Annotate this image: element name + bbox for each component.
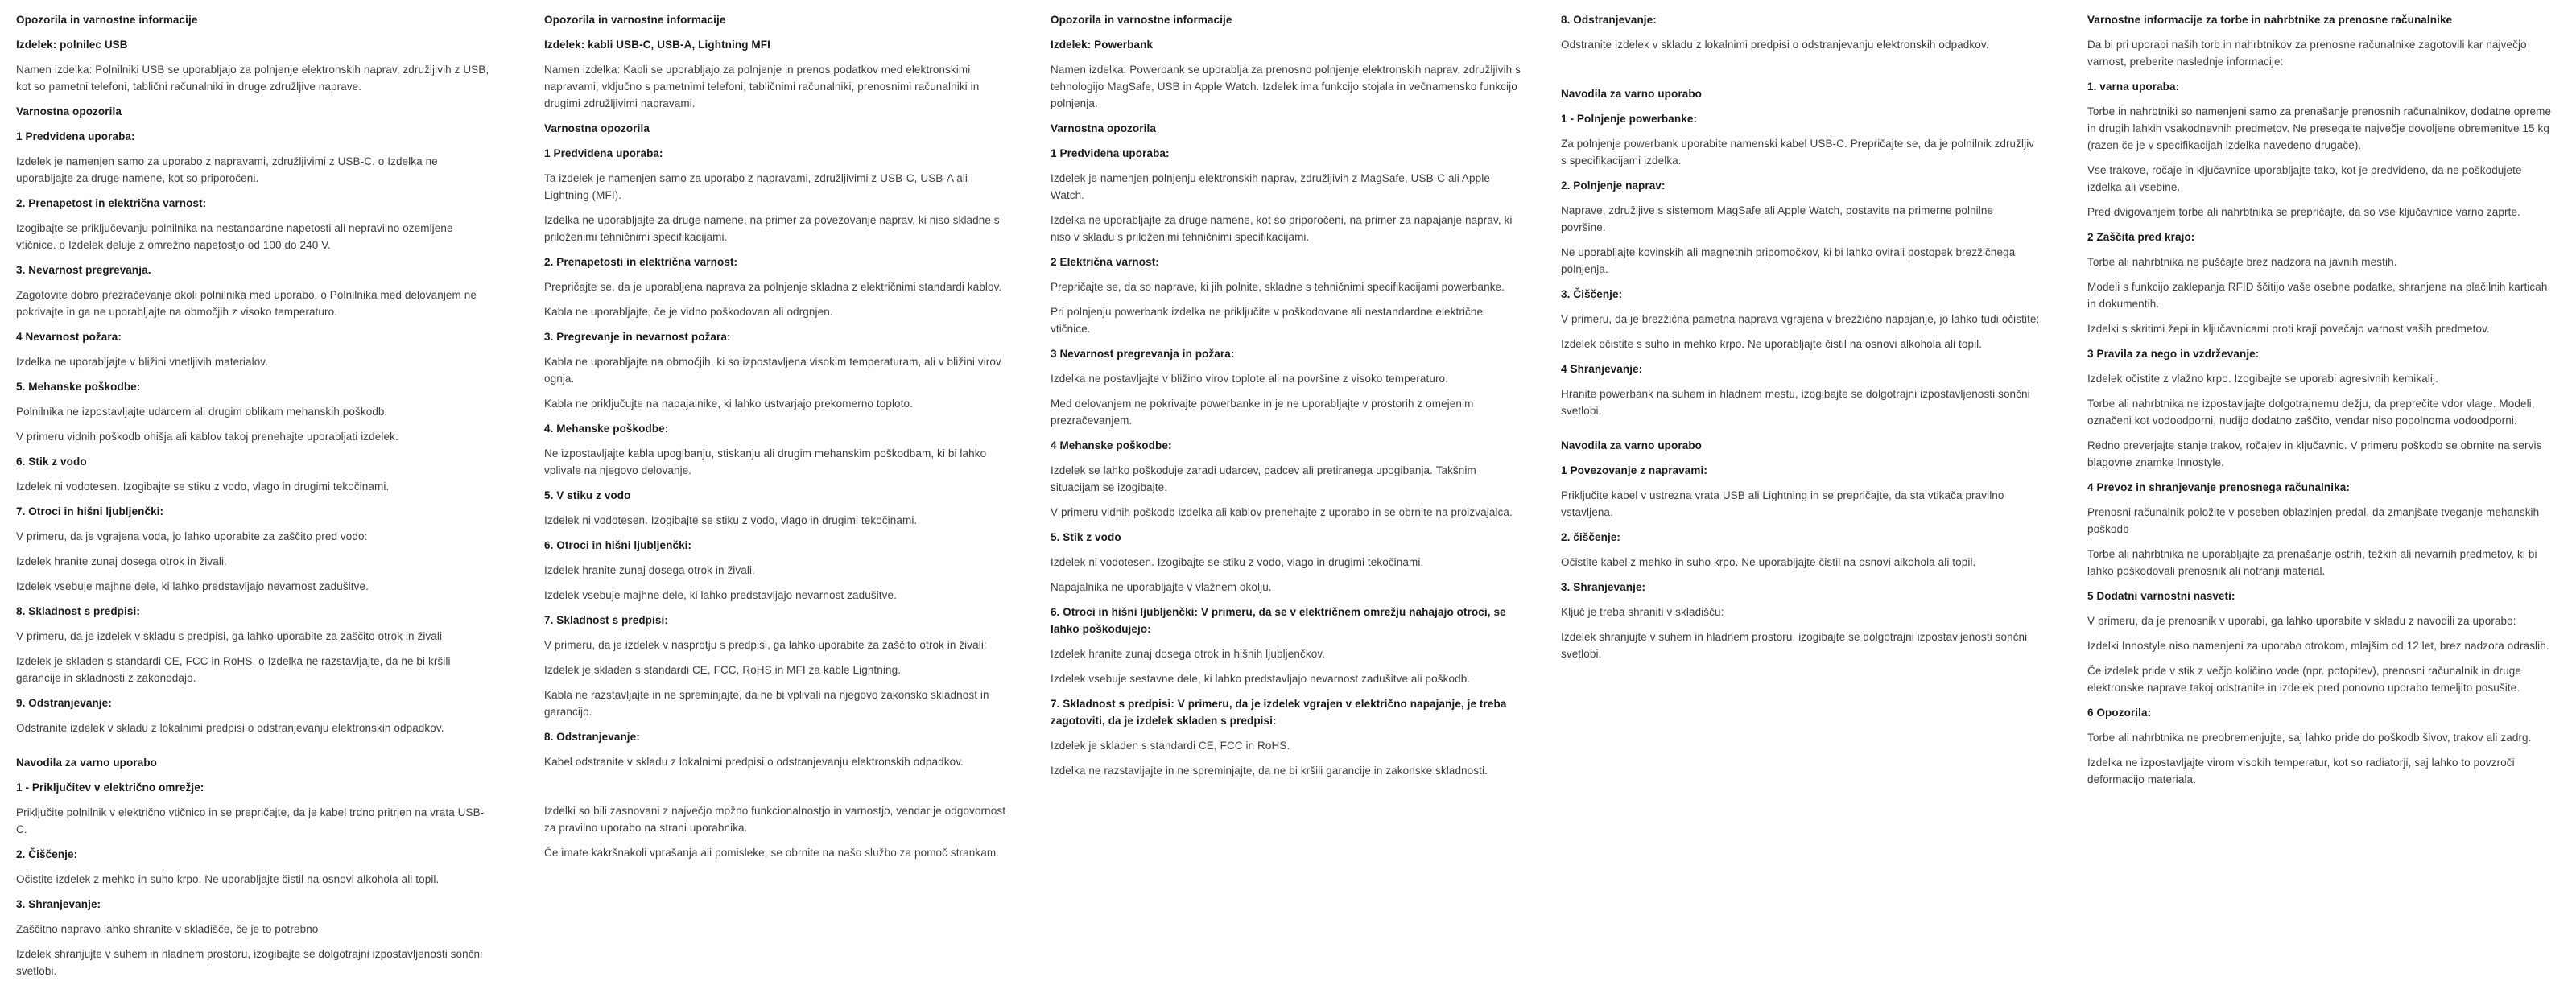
paragraph: Napajalnika ne uporabljajte v vlažnem okolju. <box>1051 581 1272 593</box>
paragraph: Ne izpostavljajte kabla upogibanju, stiskanju ali drugim mehanskim poškodbam, ki bi lahko vplivale na njegovo delovanje. <box>544 447 987 476</box>
spacer <box>1561 61 2040 77</box>
section-heading: Varnostna opozorila <box>16 105 122 118</box>
paragraph: Kabla ne uporabljajte na območjih, ki so izpostavljena visokim temperaturam, ali v bližini virov ognja. <box>544 356 1001 385</box>
paragraph: Izdelek je skladen s standardi CE, FCC in RoHS. o Izdelka ne razstavljajte, da ne bi kršili garancije in skladnosti z zakonodajo. <box>16 655 451 684</box>
spacer <box>1561 427 2040 429</box>
paragraph: Torbe ali nahrbtnika ne uporabljajte za prenašanje ostrih, težkih ali nevarnih predmetov, ki bi lahko poškodovali prenosnik ali notranji material. <box>2087 548 2537 577</box>
paragraph: Polnilnika ne izpostavljajte udarcem ali drugim oblikam mehanskih poškodb. <box>16 406 388 418</box>
paragraph: V primeru vidnih poškodb ohišja ali kablov takoj prenehajte uporabljati izdelek. <box>16 431 398 443</box>
section-heading: 2. čiščenje: <box>1561 531 1620 543</box>
section-heading: Varnostna opozorila <box>1051 122 1156 134</box>
paragraph: Odstranite izdelek v skladu z lokalnimi predpisi o odstranjevanju elektronskih odpadkov. <box>1561 39 1989 51</box>
paragraph: Hranite powerbank na suhem in hladnem mestu, izogibajte se dolgotrajni izpostavljenosti sončni svetlobi. <box>1561 388 2030 417</box>
paragraph: Izdelki s skritimi žepi in ključavnicami proti kraji povečajo varnost vaših predmetov. <box>2087 323 2490 335</box>
section-heading: 1 Predvidena uporaba: <box>16 130 135 142</box>
paragraph: Prepričajte se, da so naprave, ki jih polnite, skladne s tehničnimi specifikacijami powerbanke. <box>1051 281 1505 293</box>
section-heading: 7. Otroci in hišni ljubljenčki: <box>16 505 164 517</box>
paragraph: Torbe in nahrbtniki so namenjeni samo za prenašanje prenosnih računalnikov, dodatne opreme in drugih lahkih vsakodnevnih predmetov. Ne presegajte največje dovoljene obremenitve 15 kg (razen če je v specifikacijah izdelka navedeno drugače). <box>2087 105 2552 151</box>
paragraph: Izdelka ne uporabljajte za druge namene, na primer za povezovanje naprav, ki niso skladne s priloženimi tehničnimi specifikacijami. <box>544 214 1000 243</box>
paragraph: Torbe ali nahrbtnika ne izpostavljajte dolgotrajnemu dežju, da preprečite vdor vlage. Modeli, označeni kot vodoodporni, nudijo dodatno zaščito, vendar niso popolnoma vodoodporni. <box>2087 398 2535 427</box>
paragraph: Kabla ne priključujte na napajalnike, ki lahko ustvarjajo prekomerno toploto. <box>544 398 913 410</box>
paragraph: Izdelek shranjujte v suhem in hladnem prostoru, izogibajte se dolgotrajni izpostavljenosti sončni svetlobi. <box>16 948 483 977</box>
paragraph: Izdelek ni vodotesen. Izogibajte se stiku z vodo, vlago in drugimi tekočinami. <box>16 480 390 493</box>
section-heading: Navodila za varno uporabo <box>1561 88 1703 100</box>
section-heading: 6 Opozorila: <box>2087 707 2152 719</box>
paragraph: Priključite kabel v ustrezna vrata USB ali Lightning in se prepričajte, da sta vtikača pravilno vstavljena. <box>1561 489 2004 518</box>
section-heading: 4 Nevarnost požara: <box>16 331 122 343</box>
section-heading: 1. varna uporaba: <box>2087 80 2180 93</box>
paragraph: Priključite polnilnik v električno vtičnico in se prepričajte, da je kabel trdno pritrjen na vrata USB-C. <box>16 806 485 835</box>
section-heading: 3. Pregrevanje in nevarnost požara: <box>544 331 731 343</box>
paragraph: Prepričajte se, da je uporabljena naprava za polnjenje skladna z električnimi standardi kablov. <box>544 281 1002 293</box>
section-heading: 5. V stiku z vodo <box>544 489 631 501</box>
section-heading: Izdelek: kabli USB-C, USB-A, Lightning MFI <box>544 39 770 51</box>
column-4 <box>1546 0 2061 1006</box>
paragraph: Ključ je treba shraniti v skladišču: <box>1561 606 1724 618</box>
section-heading: 8. Skladnost s predpisi: <box>16 605 140 617</box>
paragraph: Kabel odstranite v skladu z lokalnimi predpisi o odstranjevanju elektronskih odpadkov. <box>544 756 964 768</box>
paragraph: Pred dvigovanjem torbe ali nahrbtnika se prepričajte, da so vse ključavnice varno zaprte. <box>2087 206 2520 218</box>
paragraph: V primeru, da je prenosnik v uporabi, ga lahko uporabite v skladu z navodili za uporabo: <box>2087 615 2516 627</box>
section-heading: 5. Stik z vodo <box>1051 531 1121 543</box>
paragraph: V primeru vidnih poškodb izdelka ali kablov prenehajte z uporabo in se obrnite na proizvajalca. <box>1051 506 1513 518</box>
paragraph: Izdelka ne razstavljajte in ne spreminjajte, da ne bi kršili garancije in zakonske skladnosti. <box>1051 765 1488 777</box>
section-heading: 2. Čiščenje: <box>16 848 78 860</box>
paragraph: Namen izdelka: Polnilniki USB se uporabljajo za polnjenje elektronskih naprav, združljivih z USB, kot so pametni telefoni, tablični računalniki in druge združljive naprave. <box>16 64 489 93</box>
paragraph: Zagotovite dobro prezračevanje okoli polnilnika med uporabo. o Polnilnika med delovanjem ne pokrivajte in ga ne uporabljajte na območjih z visoko temperaturo. <box>16 289 477 318</box>
section-heading: Opozorila in varnostne informacije <box>1051 14 1232 26</box>
paragraph: Torbe ali nahrbtnika ne puščajte brez nadzora na javnih mestih. <box>2087 256 2397 268</box>
paragraph: Redno preverjajte stanje trakov, ročajev in ključavnic. V primeru poškodb se obrnite na servis blagovne znamke Innostyle. <box>2087 439 2542 468</box>
paragraph: Izdelek vsebuje sestavne dele, ki lahko predstavljajo nevarnost zadušitve ali poškodb. <box>1051 673 1471 685</box>
paragraph: Vse trakove, ročaje in ključavnice uporabljajte tako, kot je predvideno, da ne poškodujete izdelka ali vsebine. <box>2087 164 2522 193</box>
paragraph: Izdelek je skladen s standardi CE, FCC in RoHS. <box>1051 740 1290 752</box>
section-heading: 2. Polnjenje naprav: <box>1561 179 1666 192</box>
section-heading: Opozorila in varnostne informacije <box>16 14 198 26</box>
paragraph: Namen izdelka: Kabli se uporabljajo za polnjenje in prenos podatkov med elektronskimi napravami, vključno s pametnimi telefoni, tabličnimi računalniki, prenosnimi računalniki in drugimi združljivimi napravami. <box>544 64 980 109</box>
paragraph: Izdelek vsebuje majhne dele, ki lahko predstavljajo nevarnost zadušitve. <box>16 580 369 592</box>
paragraph: Izdelek očistite z vlažno krpo. Izogibajte se uporabi agresivnih kemikalij. <box>2087 373 2438 385</box>
paragraph: Zaščitno napravo lahko shranite v skladišče, če je to potrebno <box>16 923 319 935</box>
section-heading: 4 Mehanske poškodbe: <box>1051 439 1172 451</box>
paragraph: Izdelek je namenjen polnjenju elektronskih naprav, združljivih z MagSafe, USB-C ali Apple Watch. <box>1051 172 1490 201</box>
paragraph: Če izdelek pride v stik z večjo količino vode (npr. potopitev), prenosni računalnik in druge elektronske naprave takoj odstranite in izdelek pred ponovno uporabo temeljito posušite. <box>2087 665 2521 694</box>
paragraph: Odstranite izdelek v skladu z lokalnimi predpisi o odstranjevanju elektronskih odpadkov. <box>16 722 444 734</box>
section-heading: 4. Mehanske poškodbe: <box>544 423 669 435</box>
section-heading: 4 Shranjevanje: <box>1561 363 1643 375</box>
section-heading: 5. Mehanske poškodbe: <box>16 381 141 393</box>
paragraph: Za polnjenje powerbank uporabite namenski kabel USB-C. Prepričajte se, da je polnilnik združljiv s specifikacijami izdelka. <box>1561 138 2035 167</box>
section-heading: Opozorila in varnostne informacije <box>544 14 726 26</box>
paragraph: Izdelka ne izpostavljajte virom visokih temperatur, kot so radiatorji, saj lahko to povzroči deformacijo materiala. <box>2087 757 2515 785</box>
paragraph: Izdelek ni vodotesen. Izogibajte se stiku z vodo, vlago in drugimi tekočinami. <box>544 514 918 526</box>
paragraph: Ne uporabljajte kovinskih ali magnetnih pripomočkov, ki bi lahko ovirali postopek brezžičnega polnjenja. <box>1561 246 2016 275</box>
paragraph: Očistite kabel z mehko in suho krpo. Ne uporabljajte čistil na osnovi alkohola ali topil. <box>1561 556 1976 568</box>
paragraph: Prenosni računalnik položite v poseben oblazinjen predal, da zmanjšate tveganje mehanskih poškodb <box>2087 506 2540 535</box>
section-heading: 5 Dodatni varnostni nasveti: <box>2087 590 2235 602</box>
section-heading: 1 - Polnjenje powerbanke: <box>1561 113 1698 125</box>
paragraph: Ta izdelek je namenjen samo za uporabo z napravami, združljivimi z USB-C, USB-A ali Lightning (MFI). <box>544 172 968 201</box>
section-heading: Izdelek: Powerbank <box>1051 39 1154 51</box>
section-heading: Varnostna opozorila <box>544 122 650 134</box>
section-heading: 3. Čiščenje: <box>1561 288 1623 300</box>
paragraph: Izdelek hranite zunaj dosega otrok in živali. <box>544 564 755 576</box>
paragraph: Izdelek vsebuje majhne dele, ki lahko predstavljajo nevarnost zadušitve. <box>544 589 897 601</box>
column-2 <box>515 0 1030 1006</box>
section-heading: 7. Skladnost s predpisi: <box>544 614 668 626</box>
paragraph: Izdelek shranjujte v suhem in hladnem prostoru, izogibajte se dolgotrajni izpostavljenosti sončni svetlobi. <box>1561 631 2028 660</box>
paragraph: V primeru, da je brezžična pametna naprava vgrajena v brezžično napajanje, jo lahko tudi očistite: <box>1561 313 2040 325</box>
paragraph: Izdelka ne uporabljajte v bližini vnetljivih materialov. <box>16 356 269 368</box>
paragraph: Izdelek hranite zunaj dosega otrok in živali. <box>16 555 227 567</box>
paragraph: Torbe ali nahrbtnika ne preobremenjujte, saj lahko pride do poškodb šivov, trakov ali zadrg. <box>2087 732 2532 744</box>
section-heading: 3 Nevarnost pregrevanja in požara: <box>1051 348 1235 360</box>
paragraph: Med delovanjem ne pokrivajte powerbanke in je ne uporabljajte v prostorih z omejenim prezračevanjem. <box>1051 398 1474 427</box>
section-heading: 1 Predvidena uporaba: <box>1051 147 1170 159</box>
paragraph: Izdelek se lahko poškoduje zaradi udarcev, padcev ali pretiranega upogibanja. Takšnim situacijam se izogibajte. <box>1051 464 1476 493</box>
paragraph: Izdelek je skladen s standardi CE, FCC, RoHS in MFI za kable Lightning. <box>544 664 902 676</box>
paragraph: V primeru, da je izdelek v nasprotju s predpisi, ga lahko uporabite za zaščito otrok in živali: <box>544 639 987 651</box>
paragraph: Če imate kakršnakoli vprašanja ali pomisleke, se obrnite na našo službo za pomoč strankam. <box>544 847 1000 859</box>
spacer <box>544 778 1009 794</box>
paragraph: Kabla ne uporabljajte, če je vidno poškodovan ali odrgnjen. <box>544 306 833 318</box>
paragraph: Izdelki Innostyle niso namenjeni za uporabo otrokom, mlajšim od 12 let, brez nadzora odraslih. <box>2087 640 2549 652</box>
section-heading: 7. Skladnost s predpisi: V primeru, da je izdelek vgrajen v električno napajanje, je treba zagotoviti, da je izdelek skladen s predpisi: <box>1051 698 1507 727</box>
section-heading: 2. Prenapetosti in električna varnost: <box>544 256 738 268</box>
paragraph: Naprave, združljive s sistemom MagSafe ali Apple Watch, postavite na primerne polnilne površine. <box>1561 204 1994 233</box>
paragraph: Izdelki so bili zasnovani z največjo možno funkcionalnostjo in varnostjo, vendar je odgovornost za pravilno uporabo na strani uporabnika. <box>544 805 1006 834</box>
paragraph: Izdelek hranite zunaj dosega otrok in hišnih ljubljenčkov. <box>1051 648 1325 660</box>
paragraph: Modeli s funkcijo zaklepanja RFID ščitijo vaše osebne podatke, shranjene na plačilnih karticah in dokumentih. <box>2087 281 2548 310</box>
section-heading: 3. Shranjevanje: <box>16 898 101 910</box>
paragraph: Izdelka ne postavljajte v bližino virov toplote ali na površine z visoko temperaturo. <box>1051 373 1448 385</box>
paragraph: V primeru, da je izdelek v skladu s predpisi, ga lahko uporabite za zaščito otrok in živali <box>16 630 443 642</box>
paragraph: Izdelek očistite s suho in mehko krpo. Ne uporabljajte čistil na osnovi alkohola ali topil. <box>1561 338 1983 350</box>
section-heading: 3 Pravila za nego in vzdrževanje: <box>2087 348 2260 360</box>
section-heading: 6. Stik z vodo <box>16 456 87 468</box>
paragraph: Očistite izdelek z mehko in suho krpo. Ne uporabljajte čistil na osnovi alkohola ali topil. <box>16 873 440 885</box>
section-heading: 9. Odstranjevanje: <box>16 697 112 709</box>
section-heading: 2. Prenapetost in električna varnost: <box>16 197 207 209</box>
paragraph: Da bi pri uporabi naših torb in nahrbtnikov za prenosne računalnike zagotovili kar največjo varnost, preberite naslednje informacije: <box>2087 39 2527 68</box>
paragraph: Kabla ne razstavljajte in ne spreminjajte, da ne bi vplivali na njegovo zakonsko skladnost in garancijo. <box>544 689 989 718</box>
section-heading: 2 Zaščita pred krajo: <box>2087 231 2195 243</box>
paragraph: Izdelek je namenjen samo za uporabo z napravami, združljivimi z USB-C. o Izdelka ne uporabljajte za druge namene, kot so priporočeni. <box>16 155 438 184</box>
section-heading: 1 Povezovanje z napravami: <box>1561 464 1707 476</box>
section-heading: 1 Predvidena uporaba: <box>544 147 663 159</box>
section-heading: Navodila za varno uporabo <box>1561 439 1703 451</box>
section-heading: 1 - Priključitev v električno omrežje: <box>16 781 204 794</box>
paragraph: Izdelek ni vodotesen. Izogibajte se stiku z vodo, vlago in drugimi tekočinami. <box>1051 556 1424 568</box>
section-heading: Varnostne informacije za torbe in nahrbtnike za prenosne računalnike <box>2087 14 2453 26</box>
section-heading: 2 Električna varnost: <box>1051 256 1159 268</box>
spacer <box>16 744 494 746</box>
paragraph: V primeru, da je vgrajena voda, jo lahko uporabite za zaščito pred vodo: <box>16 530 368 542</box>
column-3 <box>1030 0 1546 1006</box>
section-heading: 3. Nevarnost pregrevanja. <box>16 264 151 276</box>
section-heading: Izdelek: polnilec USB <box>16 39 128 51</box>
section-heading: 4 Prevoz in shranjevanje prenosnega računalnika: <box>2087 481 2350 493</box>
column-5 <box>2061 0 2576 1006</box>
paragraph: Izogibajte se priključevanju polnilnika na nestandardne napetosti ali nepravilno ozemljene vtičnice. o Izdelek deluje z omrežno napetostjo od 100 do 240 V. <box>16 222 453 251</box>
column-1 <box>0 0 515 1006</box>
section-heading: 8. Odstranjevanje: <box>1561 14 1657 26</box>
paragraph: Namen izdelka: Powerbank se uporablja za prenosno polnjenje elektronskih naprav, združljivih s tehnologijo MagSafe, USB in Apple Watch. Izdelek ima funkcijo stojala in večnamensko funkcijo polnjenja. <box>1051 64 1521 109</box>
section-heading: 8. Odstranjevanje: <box>544 731 640 743</box>
section-heading: 6. Otroci in hišni ljubljenčki: V primeru, da se v električnem omrežju nahajajo otroci, se lahko poškodujejo: <box>1051 606 1506 635</box>
section-heading: 6. Otroci in hišni ljubljenčki: <box>544 539 692 551</box>
section-heading: Navodila za varno uporabo <box>16 757 158 769</box>
section-heading: 3. Shranjevanje: <box>1561 581 1646 593</box>
paragraph: Pri polnjenju powerbank izdelka ne priključite v poškodovane ali nestandardne električne vtičnice. <box>1051 306 1484 335</box>
paragraph: Izdelka ne uporabljajte za druge namene, kot so priporočeni, na primer za napajanje naprav, ki niso v skladu s priloženimi tehničnimi specifikacijami. <box>1051 214 1513 243</box>
